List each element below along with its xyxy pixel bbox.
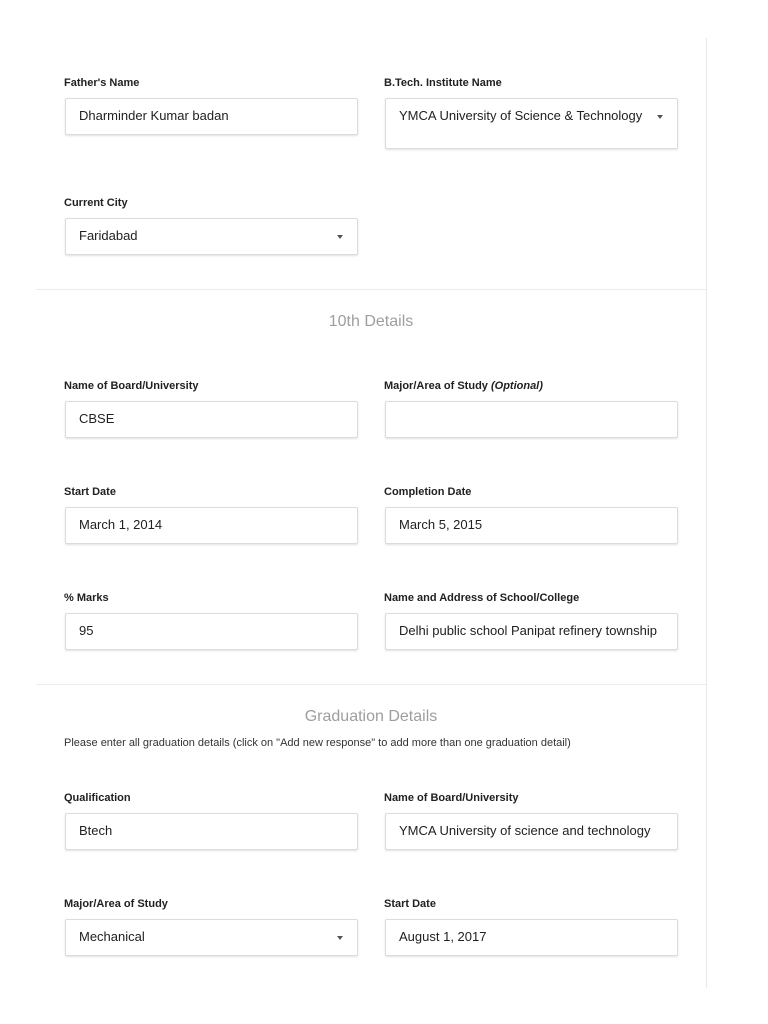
grad-major-value: Mechanical xyxy=(79,929,145,944)
btech-institute-value: YMCA University of Science & Technology xyxy=(399,108,643,123)
optional-tag: (Optional) xyxy=(490,380,543,392)
caret-down-icon xyxy=(657,115,663,119)
grad-board-value: YMCA University of science and technology xyxy=(399,823,651,838)
section-divider xyxy=(36,684,706,685)
tenth-major-input[interactable] xyxy=(385,401,678,438)
grad-start-date-value: August 1, 2017 xyxy=(399,929,487,944)
qualification-value: Btech xyxy=(79,823,113,838)
tenth-board-label: Name of Board/University xyxy=(64,380,199,392)
graduation-details-heading: Graduation Details xyxy=(304,708,438,725)
tenth-marks-label: % Marks xyxy=(64,592,109,604)
grad-major-label: Major/Area of Study xyxy=(64,898,168,910)
btech-institute-label: B.Tech. Institute Name xyxy=(384,77,502,89)
caret-down-icon xyxy=(337,235,343,239)
tenth-start-date-value: March 1, 2014 xyxy=(79,517,163,532)
right-divider xyxy=(706,38,707,988)
tenth-marks-input[interactable] xyxy=(65,613,358,650)
grad-board-input[interactable] xyxy=(385,813,678,850)
fathers-name-value: Dharminder Kumar badan xyxy=(79,108,229,123)
tenth-start-date-label: Start Date xyxy=(64,486,116,498)
tenth-major-label-text: Major/Area of Study xyxy=(384,380,488,392)
fathers-name-input[interactable] xyxy=(65,98,358,135)
grad-major-select[interactable] xyxy=(65,919,358,956)
grad-start-date-label: Start Date xyxy=(384,898,436,910)
current-city-value: Faridabad xyxy=(79,228,138,243)
caret-down-icon xyxy=(337,936,343,940)
tenth-school-input[interactable] xyxy=(385,613,678,650)
tenth-completion-date-value: March 5, 2015 xyxy=(399,517,483,532)
tenth-school-label: Name and Address of School/College xyxy=(384,592,580,604)
current-city-select[interactable] xyxy=(65,218,358,255)
tenth-major-label xyxy=(384,380,543,392)
tenth-start-date-input[interactable] xyxy=(65,507,358,544)
tenth-marks-value: 95 xyxy=(79,623,94,638)
tenth-details-heading: 10th Details xyxy=(328,313,414,330)
fathers-name-label: Father's Name xyxy=(64,77,140,89)
graduation-note: Please enter all graduation details (click on "Add new response" to add more than one graduation detail) xyxy=(64,737,571,749)
grad-board-label: Name of Board/University xyxy=(384,792,519,804)
section-divider xyxy=(36,289,706,290)
current-city-label: Current City xyxy=(64,197,128,209)
qualification-label: Qualification xyxy=(64,792,131,804)
tenth-board-input[interactable] xyxy=(65,401,358,438)
tenth-completion-date-label: Completion Date xyxy=(384,486,472,498)
btech-institute-select[interactable] xyxy=(385,98,678,149)
tenth-school-value: Delhi public school Panipat refinery township xyxy=(399,623,657,638)
tenth-board-value: CBSE xyxy=(79,411,115,426)
qualification-input[interactable] xyxy=(65,813,358,850)
grad-start-date-input[interactable] xyxy=(385,919,678,956)
tenth-completion-date-input[interactable] xyxy=(385,507,678,544)
